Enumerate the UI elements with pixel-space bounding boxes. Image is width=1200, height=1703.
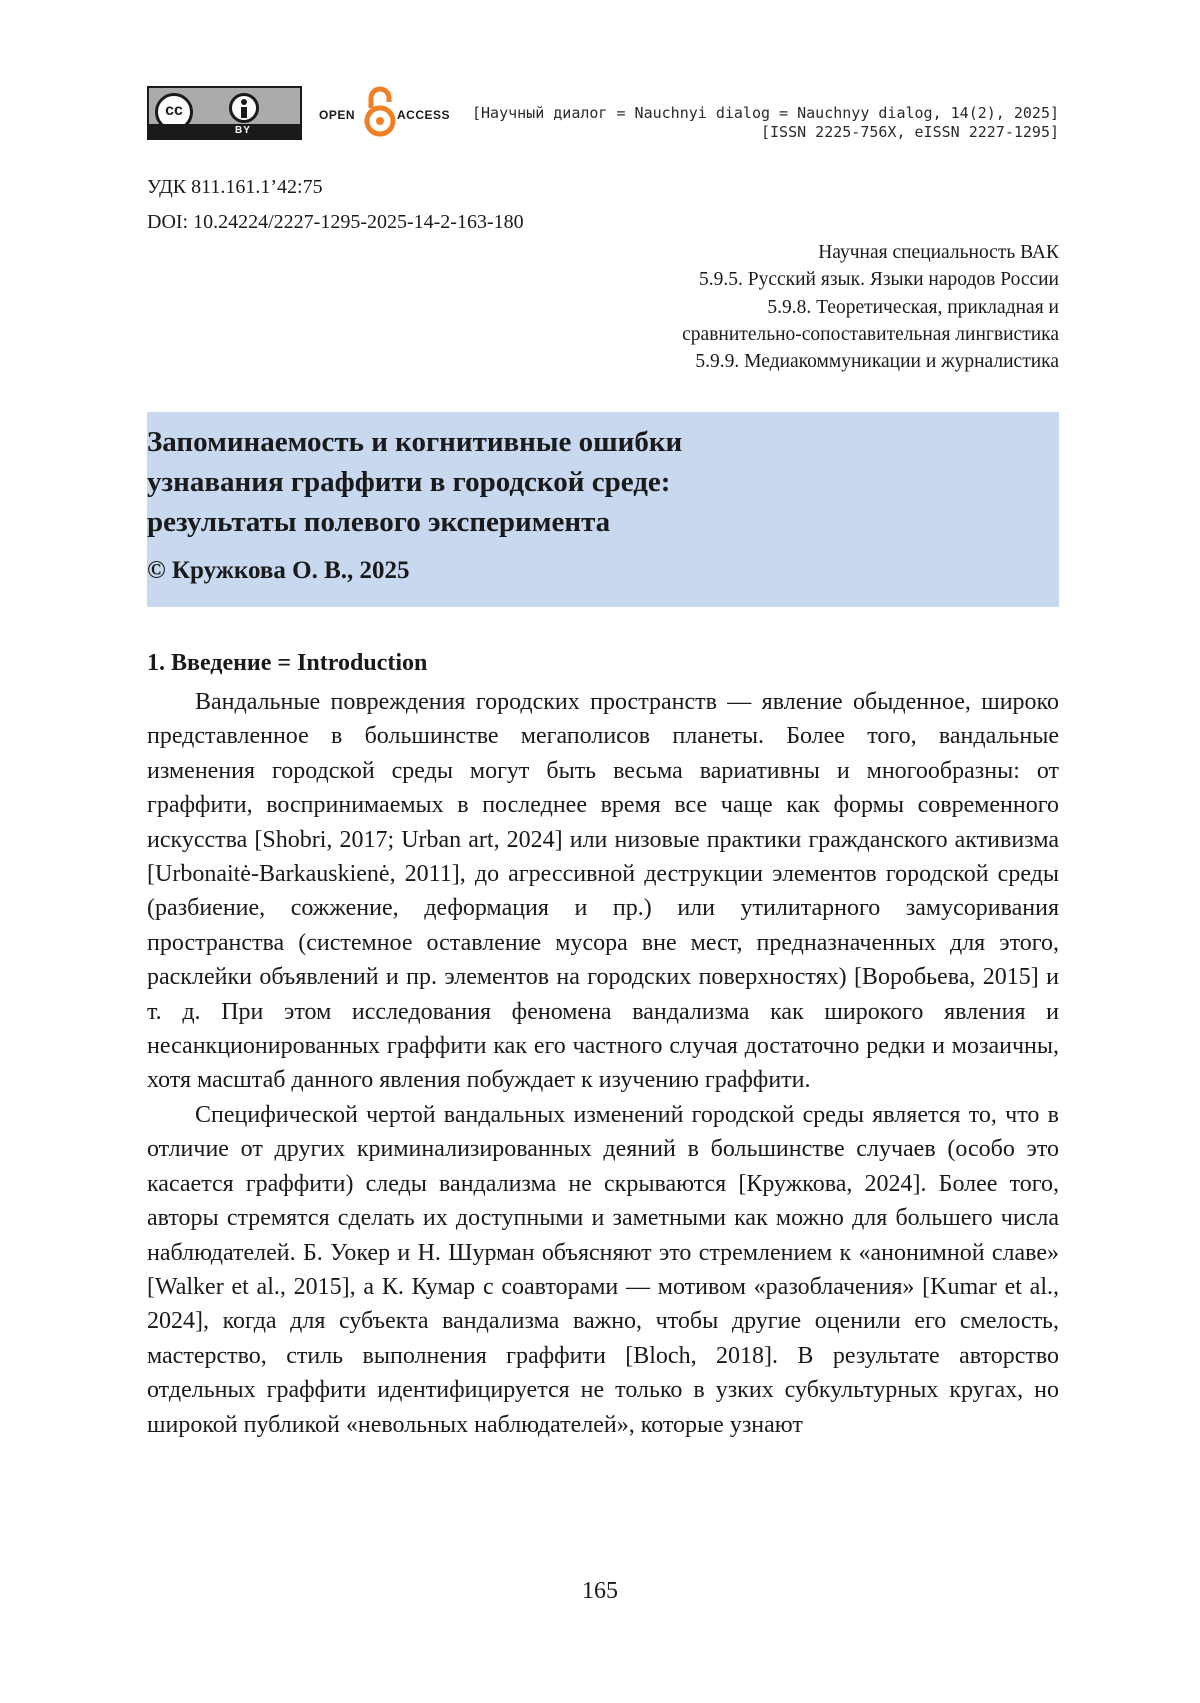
specialty-line: 5.9.5. Русский язык. Языки народов России [698, 269, 1059, 291]
article-body [147, 685, 1059, 1442]
cc-by-license-badge[interactable] [147, 86, 302, 140]
article-title-line: узнавания граффити в городской среде: [147, 466, 671, 498]
body-paragraph: Специфической чертой вандальных изменений городской среды является то, что в отличие от других криминализированных деяний в большинстве случаев (особо это касается граффити) следы вандализма не скрываются [Кружкова, 2024]. Более того, авторы стремятся сделать их доступными и заметными как можно для большего числа наблюдателей. Б. Уокер и Н. Шурман объясняют это стремлением к «анонимной славе» [Walker et al., 2015], а К. Кумар с соавторами — мотивом «разоблачения» [Kumar et al., 2024], когда для субъекта вандализма важно, чтобы другие оценили его смелость, мастерство, стиль выполнения граффити [Bloch, 2018]. В результате авторство отдельных граффити идентифицируется не только в узких субкультурных кругах, но широкой публикой «невольных наблюдателей», которые узнают [147, 1101, 1059, 1438]
specialty-line: 5.9.9. Медиакоммуникации и журналистика [695, 351, 1059, 373]
article-title [147, 422, 682, 542]
cc-label: cc [165, 102, 183, 119]
journal-citation-line: [Научный диалог = Nauchnyi dialog = Nauchnyy dialog, 14(2), 2025] [472, 104, 1059, 122]
attribution-person-icon [229, 93, 259, 123]
specialty-line: сравнительно-сопоставительная лингвистика [682, 323, 1059, 345]
journal-citation [472, 104, 1059, 142]
article-title-box [147, 412, 1059, 607]
article-title-line: Запоминаемость и когнитивные ошибки [147, 426, 683, 458]
vak-specialty-block [682, 239, 1059, 375]
open-access-logo[interactable] [319, 86, 469, 140]
udk-code: УДК 811.161.1’42:75 [147, 176, 323, 198]
open-access-lock-icon [363, 86, 397, 138]
section-heading: 1. Введение = Introduction [147, 650, 428, 676]
page-number: 165 [582, 1578, 618, 1604]
by-strip [149, 124, 300, 138]
open-access-right-text: ACCESS [397, 108, 451, 122]
journal-issn-line: [ISSN 2225-756X, eISSN 2227-1295] [760, 123, 1059, 141]
article-title-line: результаты полевого эксперимента [147, 506, 611, 538]
page-header [147, 86, 1059, 142]
body-paragraph: Вандальные повреждения городских пространств — явление обыденное, широко представленное в большинстве мегаполисов планеты. Более того, вандальные изменения городской среды могут быть весьма вариативны и многообразны: от граффити, воспринимаемых в последнее время все чаще как формы современного искусства [Shobri, 2017; Urban art, 2024] или низовые практики гражданского активизма [Urbonaitė-Barkauskienė, 2011], до агрессивной деструкции элементов городской среды (разбиение, сожжение, деформация и пр.) или утилитарного замусоривания пространства (системное оставление мусора вне мест, предназначенных для этого, расклейки объявлений и пр. элементов на городских поверхностях) [Воробьева, 2015] и т. д. При этом исследования феномена вандализма как широкого явления и несанкционированных граффити как его частного случая достаточно редки и мозаичны, хотя масштаб данного явления побуждает к изучению граффити. [147, 689, 1059, 1094]
specialty-line: 5.9.8. Теоретическая, прикладная и [767, 296, 1059, 318]
by-label: BY [235, 125, 251, 136]
open-access-left-text: OPEN [319, 108, 356, 122]
article-author: © Кружкова О. В., 2025 [147, 557, 410, 584]
doi-link[interactable]: DOI: 10.24224/2227-1295-2025-14-2-163-180 [147, 211, 524, 233]
specialty-line: Научная специальность ВАК [818, 242, 1059, 263]
